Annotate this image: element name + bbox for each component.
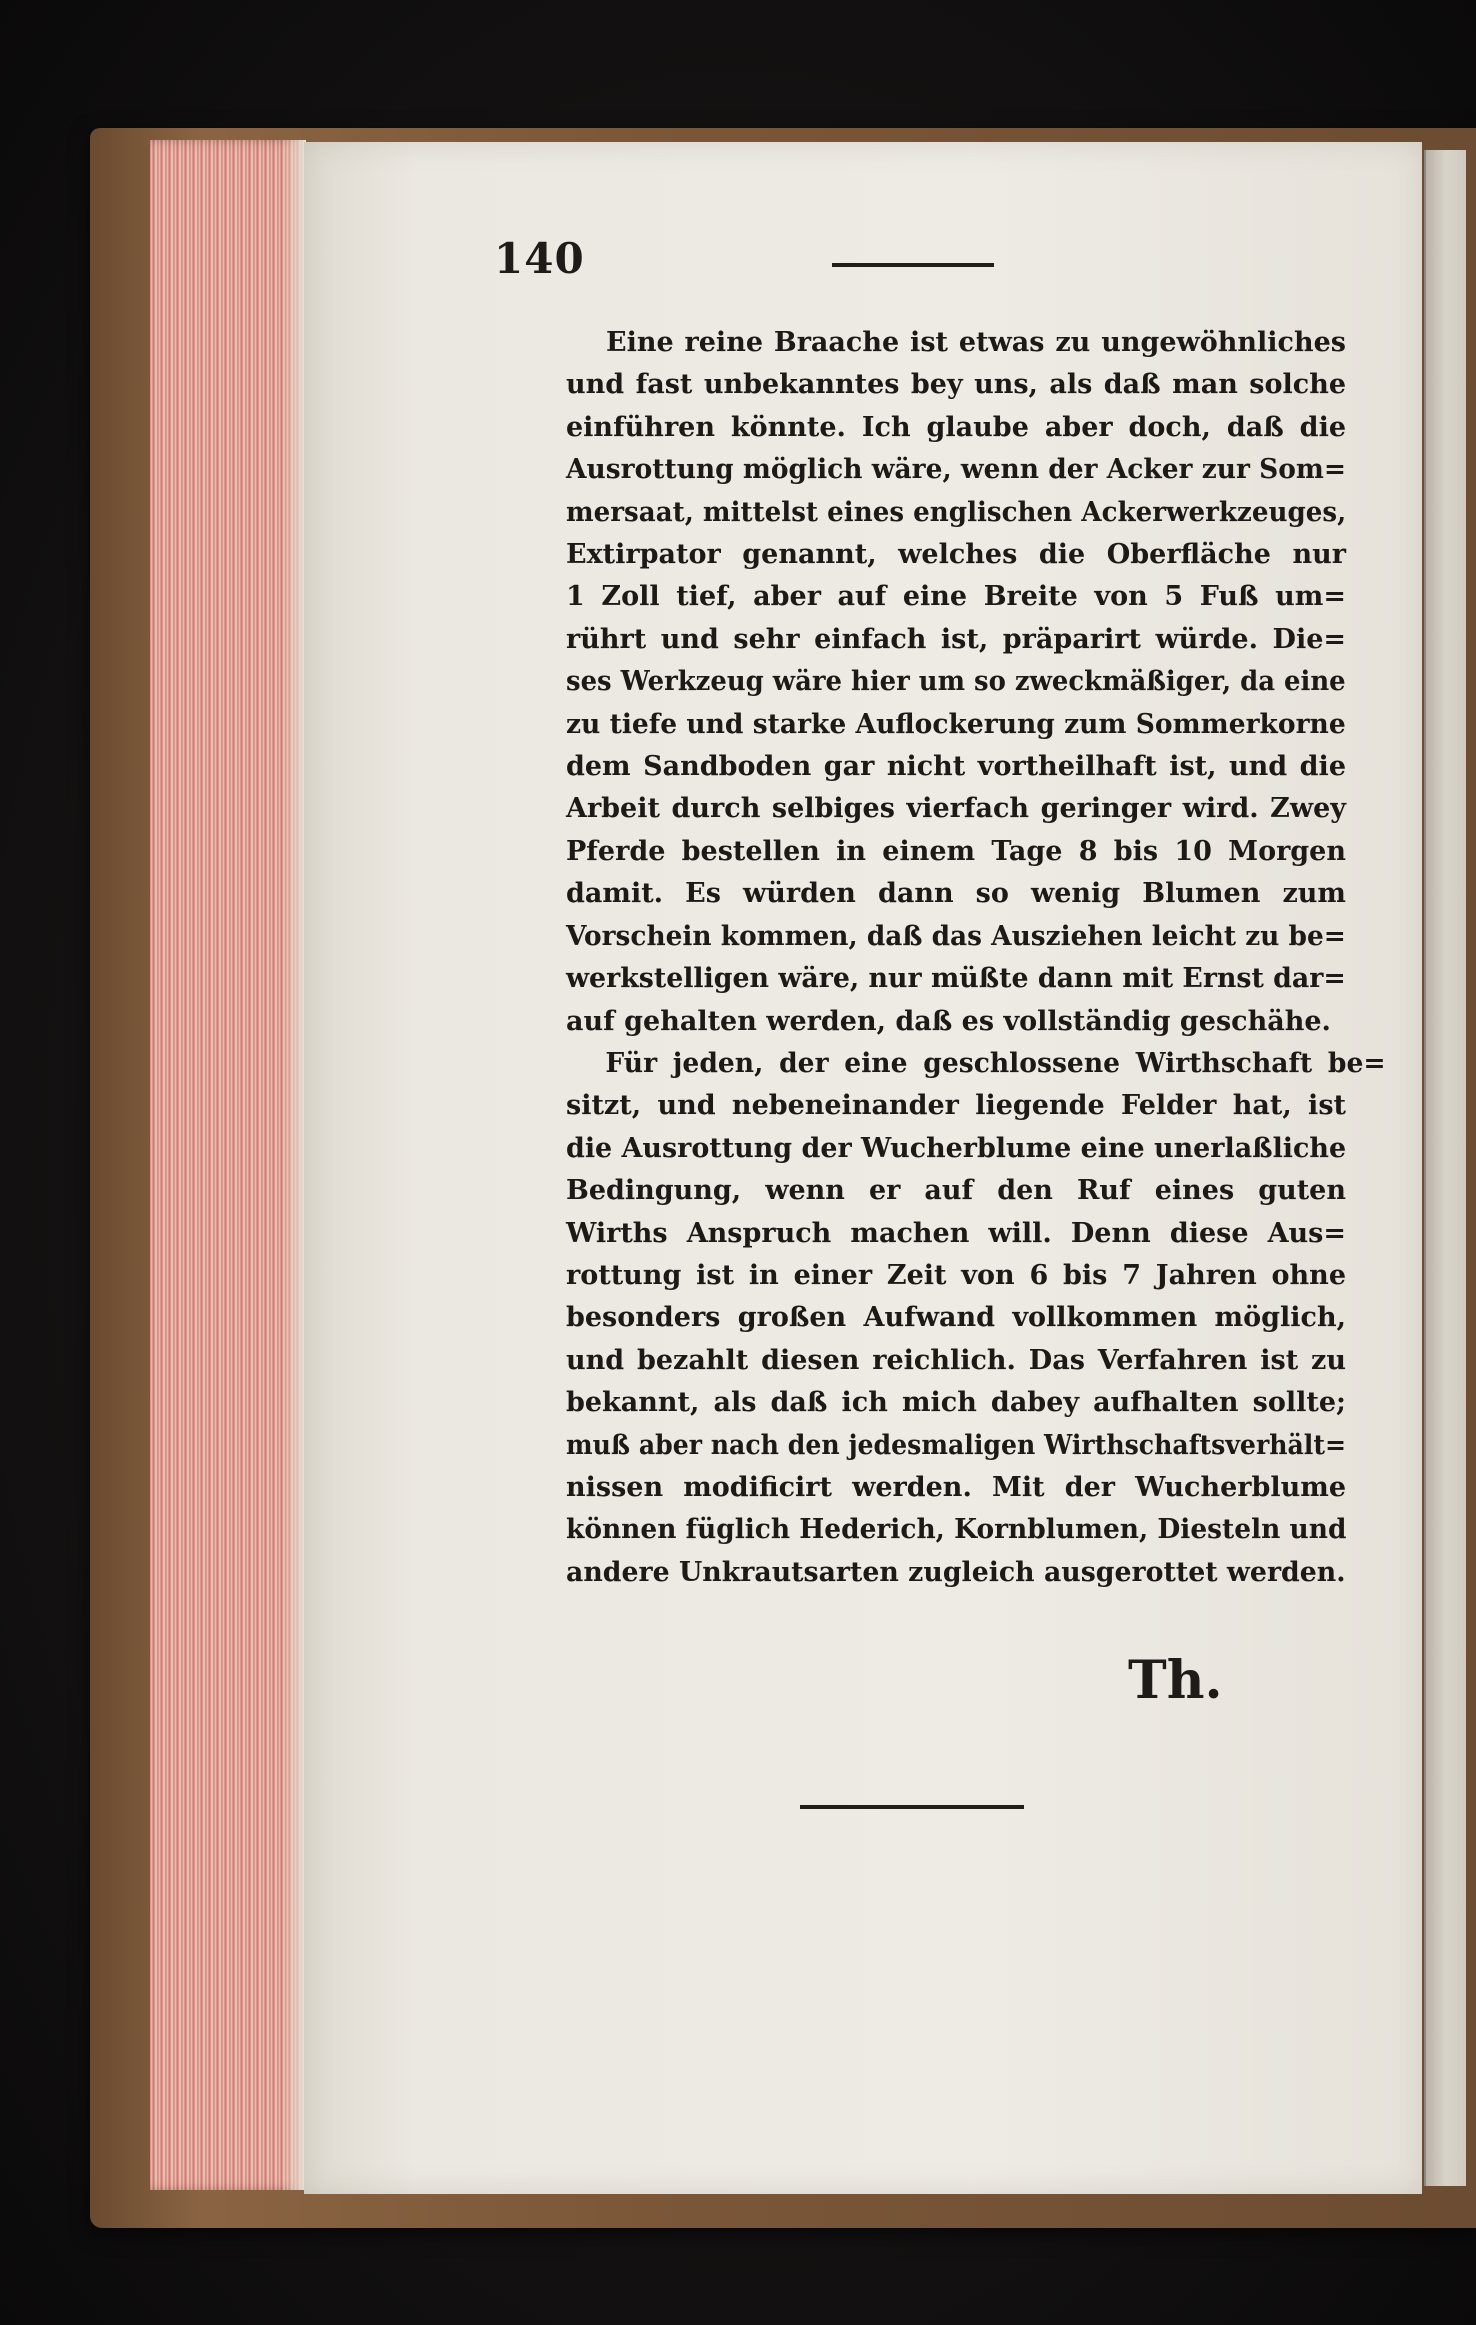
text-line: Für jeden, der eine geschlossene Wirthschaft be= xyxy=(605,1047,1386,1079)
text-line: rottung ist in einer Zeit von 6 bis 7 Jahren ohne xyxy=(566,1259,1346,1291)
text-line: ses Werkzeug wäre hier um so zweckmäßiger, da eine xyxy=(566,666,1346,698)
text-line: und fast unbekanntes bey uns, als daß man solche xyxy=(566,369,1346,401)
facing-page-edge xyxy=(1424,150,1466,2186)
paragraph-2 xyxy=(566,1043,1386,1594)
text-line: einführen könnte. Ich glaube aber doch, daß die xyxy=(566,411,1346,443)
text-line: Ausrottung möglich wäre, wenn der Acker zur Som= xyxy=(566,454,1347,486)
text-line: sitzt, und nebeneinander liegende Felder hat, ist xyxy=(566,1090,1346,1122)
text-line: Pferde bestellen in einem Tage 8 bis 10 Morgen xyxy=(566,835,1346,867)
text-line: Arbeit durch selbiges vierfach geringer wird. Zwey xyxy=(566,793,1346,825)
text-line: andere Unkrautsarten zugleich ausgerottet werden. xyxy=(566,1556,1346,1588)
text-line: damit. Es würden dann so wenig Blumen zum xyxy=(566,878,1346,910)
end-rule xyxy=(800,1805,1024,1809)
text-line: rührt und sehr einfach ist, präparirt würde. Die= xyxy=(566,623,1346,655)
text-line: zu tiefe und starke Auflockerung zum Sommerkorne xyxy=(566,708,1346,740)
paragraph-1 xyxy=(566,322,1346,1043)
text-line: Bedingung, wenn er auf den Ruf eines guten xyxy=(566,1175,1346,1207)
text-line: 1 Zoll tief, aber auf eine Breite von 5 Fuß um= xyxy=(566,581,1346,613)
text-line: Wirths Anspruch machen will. Denn diese Aus= xyxy=(566,1217,1346,1249)
text-line: nissen modificirt werden. Mit der Wucherblume xyxy=(566,1471,1346,1503)
page-number: 140 xyxy=(494,234,585,283)
page-edges xyxy=(150,140,306,2190)
text-line: Extirpator genannt, welches die Oberfläche nur xyxy=(566,539,1346,571)
text-line: und bezahlt diesen reichlich. Das Verfahren ist zu xyxy=(566,1344,1346,1376)
text-line: bekannt, als daß ich mich dabey aufhalten sollte; xyxy=(566,1387,1346,1419)
text-line: auf gehalten werden, daß es vollständig geschähe. xyxy=(566,1005,1331,1037)
text-line: muß aber nach den jedesmaligen Wirthschaftsverhält= xyxy=(566,1429,1347,1461)
text-line: Vorschein kommen, daß das Ausziehen leicht zu be= xyxy=(566,920,1346,952)
text-line: besonders großen Aufwand vollkommen möglich, xyxy=(566,1302,1346,1334)
text-line: werkstelligen wäre, nur müßte dann mit Ernst dar= xyxy=(566,963,1346,995)
text-line: die Ausrottung der Wucherblume eine unerlaßliche xyxy=(566,1132,1347,1164)
text-line: können füglich Hederich, Kornblumen, Diesteln und xyxy=(566,1514,1347,1546)
text-line: Eine reine Braache ist etwas zu ungewöhnliches xyxy=(606,327,1346,358)
body-text xyxy=(566,322,1386,1594)
text-line: dem Sandboden gar nicht vortheilhaft ist, und die xyxy=(566,751,1346,783)
author-signature: Th. xyxy=(1128,1650,1223,1711)
text-line: mersaat, mittelst eines englischen Ackerwerkzeuges, xyxy=(566,496,1347,528)
header-rule xyxy=(832,263,994,267)
